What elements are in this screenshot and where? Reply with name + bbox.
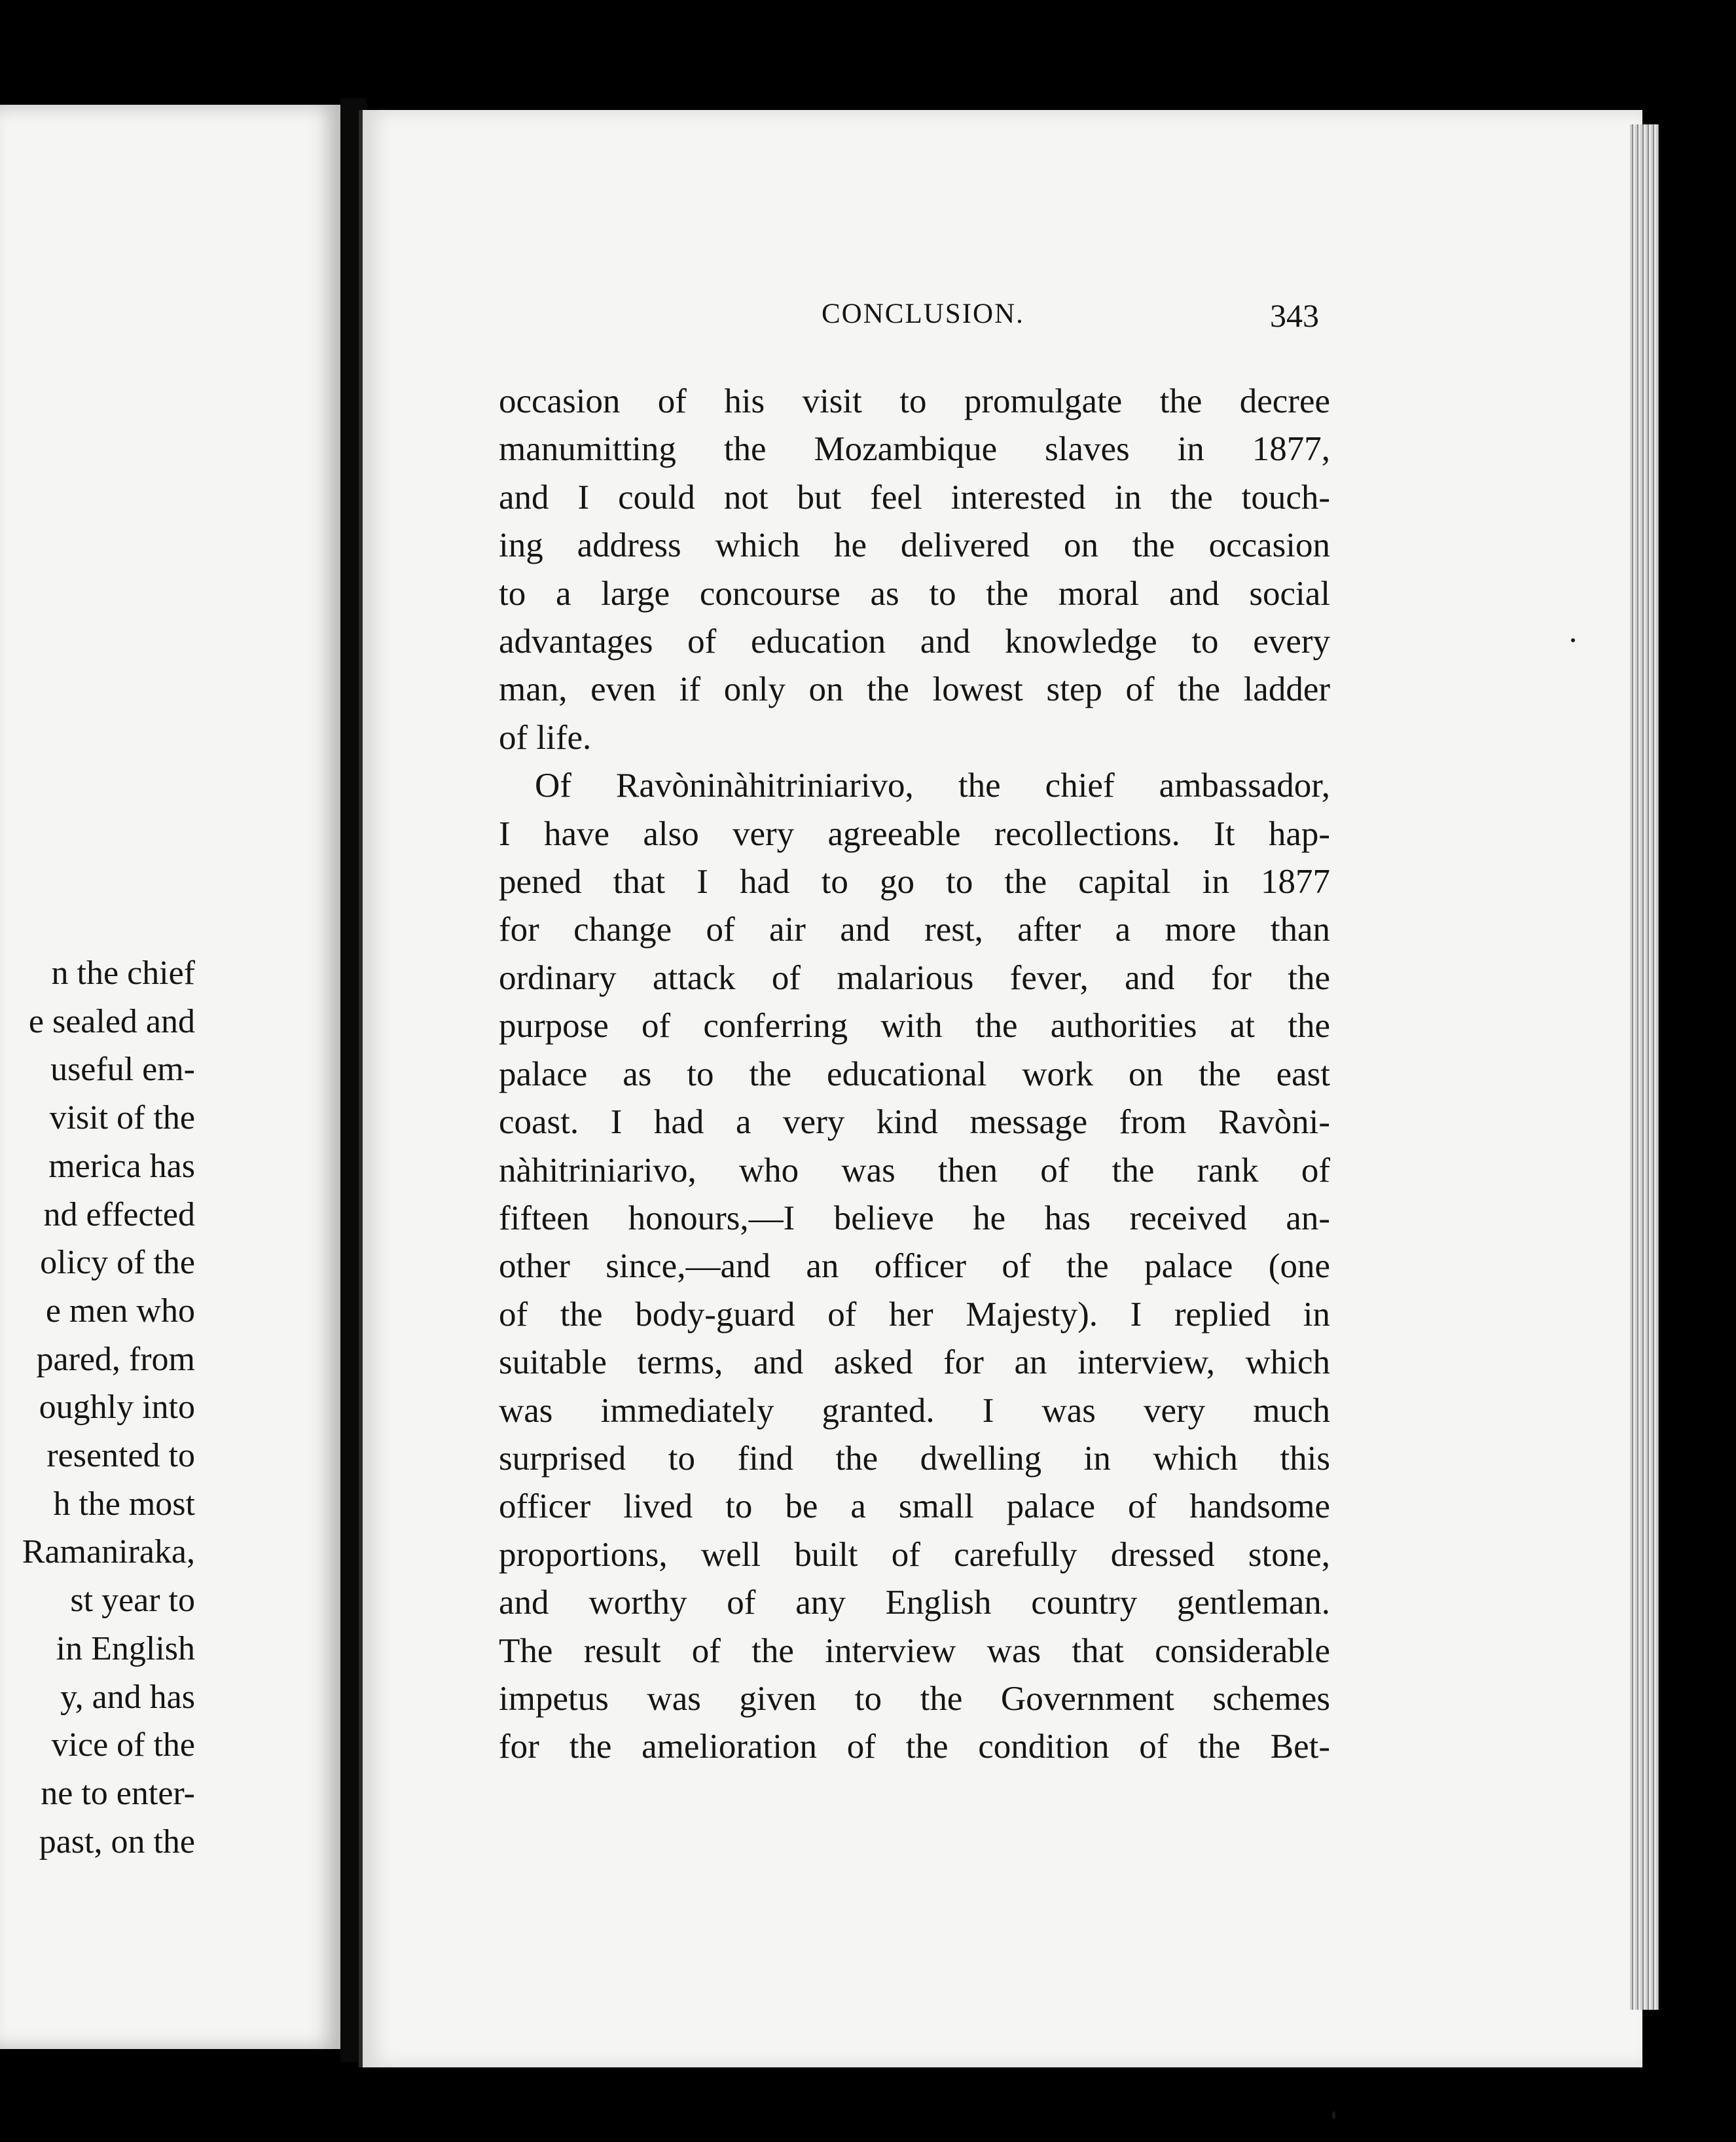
scan-speck: [1332, 2111, 1335, 2119]
body-text-line: ing address which he delivered on the occasion: [499, 526, 1330, 565]
left-text-line: past, on the: [39, 1823, 195, 1861]
body-text-line: ordinary attack of malarious fever, and for the: [499, 958, 1330, 997]
body-text-line: and worthy of any English country gentleman.: [499, 1584, 1330, 1622]
left-text-line: useful em-: [50, 1051, 195, 1089]
left-page: [0, 105, 340, 2049]
left-text-line: ne to enter-: [41, 1774, 195, 1812]
body-text-line: impetus was given to the Government schemes: [499, 1679, 1330, 1718]
left-text-line: h the most: [53, 1485, 195, 1523]
left-text-line: oughly into: [39, 1389, 195, 1426]
body-text-line: purpose of conferring with the authorities at the: [499, 1007, 1330, 1045]
body-text-line: coast. I had a very kind message from Ravòni-: [499, 1103, 1330, 1142]
left-text-line: y, and has: [60, 1678, 195, 1716]
body-text-line: proportions, well built of carefully dressed stone,: [499, 1535, 1330, 1574]
body-text-line: and I could not but feel interested in the touch-: [499, 478, 1330, 517]
body-text-line: fifteen honours,—I believe he has received an-: [499, 1199, 1330, 1237]
left-text-line: vice of the: [51, 1726, 195, 1764]
left-text-line: e sealed and: [28, 1002, 195, 1040]
page-edges: [1630, 124, 1659, 2010]
body-text-line: advantages of education and knowledge to every: [499, 623, 1330, 661]
body-text-line: I have also very agreeable recollections. It hap-: [499, 814, 1330, 853]
body-text-line: man, even if only on the lowest step of the ladder: [499, 670, 1330, 709]
body-text-line: for the amelioration of the condition of the Bet-: [499, 1728, 1330, 1766]
body-text-line: to a large concourse as to the moral and social: [499, 574, 1330, 613]
body-text-line: pened that I had to go to the capital in 1877: [499, 863, 1330, 901]
right-page-body-text: [499, 378, 1330, 1771]
left-text-line: in English: [56, 1629, 195, 1667]
left-text-line: n the chief: [51, 954, 195, 992]
body-text-line: Of Ravòninàhitriniarivo, the chief ambassador,: [535, 767, 1330, 805]
left-text-line: olicy of the: [40, 1244, 195, 1282]
left-text-line: nd effected: [43, 1195, 195, 1233]
scan-speck: [1571, 638, 1575, 642]
body-text-line: nàhitriniarivo, who was then of the rank of: [499, 1151, 1330, 1189]
body-text-line: The result of the interview was that considerable: [499, 1631, 1330, 1670]
left-text-line: merica has: [48, 1147, 195, 1185]
body-text-line: was immediately granted. I was very much: [499, 1391, 1330, 1430]
body-text-line: occasion of his visit to promulgate the decree: [499, 382, 1330, 420]
body-text-line: manumitting the Mozambique slaves in 1877,: [499, 430, 1330, 469]
body-text-line: suitable terms, and asked for an interview, which: [499, 1343, 1330, 1382]
page-number: 343: [1270, 297, 1319, 334]
body-text-line: officer lived to be a small palace of handsome: [499, 1487, 1330, 1526]
body-text-line: surprised to find the dwelling in which this: [499, 1439, 1330, 1478]
left-page-text-column: [0, 949, 195, 1866]
left-text-line: resented to: [46, 1437, 195, 1475]
body-text-line: other since,—and an officer of the palace (one: [499, 1247, 1330, 1286]
body-text-line: for change of air and rest, after a more than: [499, 911, 1330, 949]
body-text-line: of the body-guard of her Majesty). I replied in: [499, 1295, 1330, 1334]
left-text-line: e men who: [45, 1292, 195, 1330]
body-text-line: palace as to the educational work on the east: [499, 1055, 1330, 1093]
left-text-line: visit of the: [49, 1099, 195, 1137]
left-text-line: pared, from: [36, 1340, 195, 1378]
running-head: CONCLUSION.: [822, 299, 1024, 329]
body-text-line: of life.: [499, 718, 592, 757]
left-text-line: Ramaniraka,: [22, 1533, 195, 1571]
left-text-line: st year to: [70, 1582, 195, 1620]
